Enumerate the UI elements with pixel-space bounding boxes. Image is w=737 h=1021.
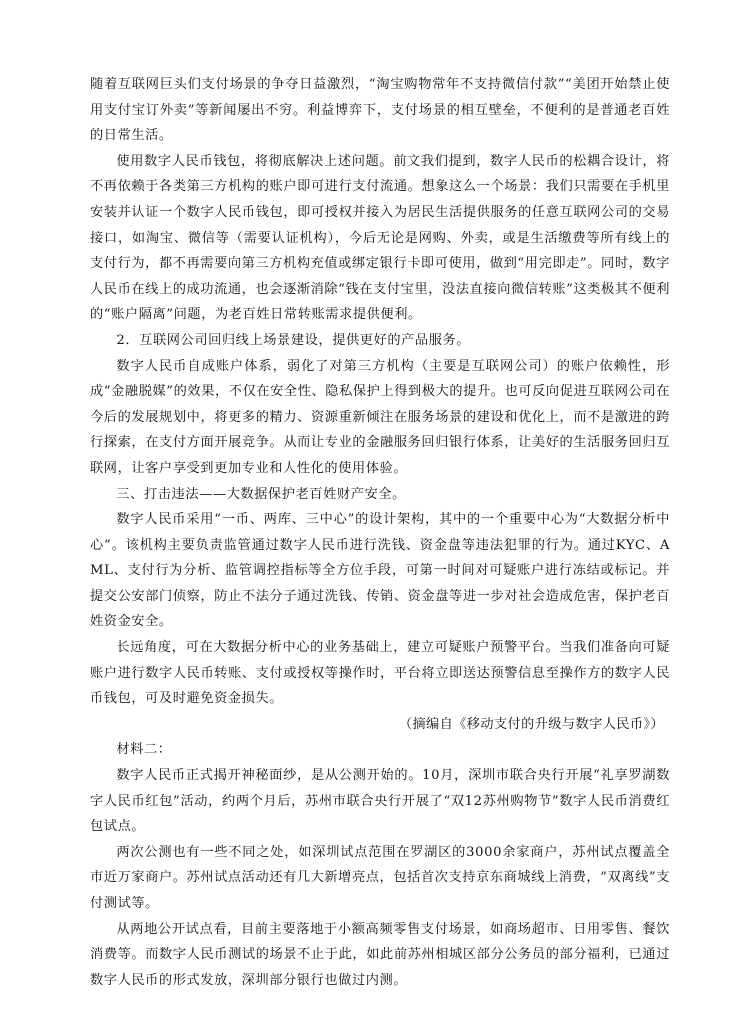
material-two-label: 材料二： [116,742,172,758]
paragraph-payment-competition: 随着互联网巨头们支付场景的争夺日益激烈，“淘宝购物常年不支持微信付款”“美团开始禁止使用支付宝订外卖”等新闻屡出不穷。利益博弈下，支付场景的相互壁垒，不便利的是普通老百姓的日常生活。 [90,77,670,144]
paragraph-big-data-center: 数字人民币采用“一币、两库、三中心”的设计架构，其中的一个重要中心为“大数据分析中心”。该机构主要负责监管通过数字人民币进行洗钱、资金盘等违法犯罪的行为。通过KYC、AML、支付行为分析、监管调控指标等全方位手段，可第一时间对可疑账户进行冻结或标记。并提交公安部门侦察，防止不法分子通过洗钱、传销、资金盘等进一步对社会造成危害，保护老百姓资金安全。 [90,512,670,630]
document-page [90,72,670,993]
paragraph-warning-platform: 长远角度，可在大数据分析中心的业务基础上，建立可疑账户预警平台。当我们准备向可疑账户进行数字人民币转账、支付或授权等操作时，平台将立即送达预警信息至操作方的数字人民币钱包，可及时避免资金损失。 [90,640,670,707]
paragraph-retail-scenarios: 从两地公开试点看，目前主要落地于小额高频零售支付场景，如商场超市、日用零售、餐饮消费等。而数字人民币测试的场景不止于此，如此前苏州相城区部分公务员的部分福利，已通过数字人民币的形式发放，深圳部分银行也做过内测。 [90,921,670,988]
section-heading-online-scenes: 2．互联网公司回归线上场景建设，提供更好的产品服务。 [116,332,471,348]
section-heading-anti-crime: 三、打击违法——大数据保护老百姓财产安全。 [116,486,406,502]
paragraph-test-differences: 两次公测也有一些不同之处，如深圳试点范围在罗湖区的3000余家商户，苏州试点覆盖全市近万家商户。苏州试点活动还有几大新增亮点，包括首次支持京东商城线上消费，“双离线”支付测试等。 [90,844,670,911]
paragraph-wallet-solution: 使用数字人民币钱包，将彻底解决上述问题。前文我们提到，数字人民币的松耦合设计，将不再依赖于各类第三方机构的账户即可进行支付流通。想象这么一个场景：我们只需要在手机里安装并认证一个数字人民币钱包，即可授权并接入为居民生活提供服务的任意互联网公司的交易接口，如淘宝、微信等（需要认证机构），今后无论是网购、外卖，或是生活缴费等所有线上的支付行为，都不再需要向第三方机构充值或绑定银行卡即可使用，做到“用完即走”。同时，数字人民币在线上的成功流通，也会逐渐消除“钱在支付宝里，没法直接向微信转账”这类极其不便利的“账户隔离”问题，为老百姓日常转账需求提供便利。 [90,153,670,323]
source-citation: （摘编自《移动支付的升级与数字人民币》） [398,716,664,732]
paragraph-account-system: 数字人民币自成账户体系，弱化了对第三方机构（主要是互联网公司）的账户依赖性，形成“金融脱媒”的效果，不仅在安全性、隐私保护上得到极大的提升。也可反向促进互联网公司在今后的发展规划中，将更多的精力、资源重新倾注在服务场景的建设和优化上，而不是激进的跨行探索，在支付方面开展竞争。从而让专业的金融服务回归银行体系，让美好的生活服务回归互联网，让客户享受到更加专业和人性化的使用体验。 [90,358,670,476]
paragraph-public-test: 数字人民币正式揭开神秘面纱，是从公测开始的。10月，深圳市联合央行开展“礼享罗湖数字人民币红包”活动，约两个月后，苏州市联合央行开展了“双12苏州购物节”数字人民币消费红包试点。 [90,768,670,835]
